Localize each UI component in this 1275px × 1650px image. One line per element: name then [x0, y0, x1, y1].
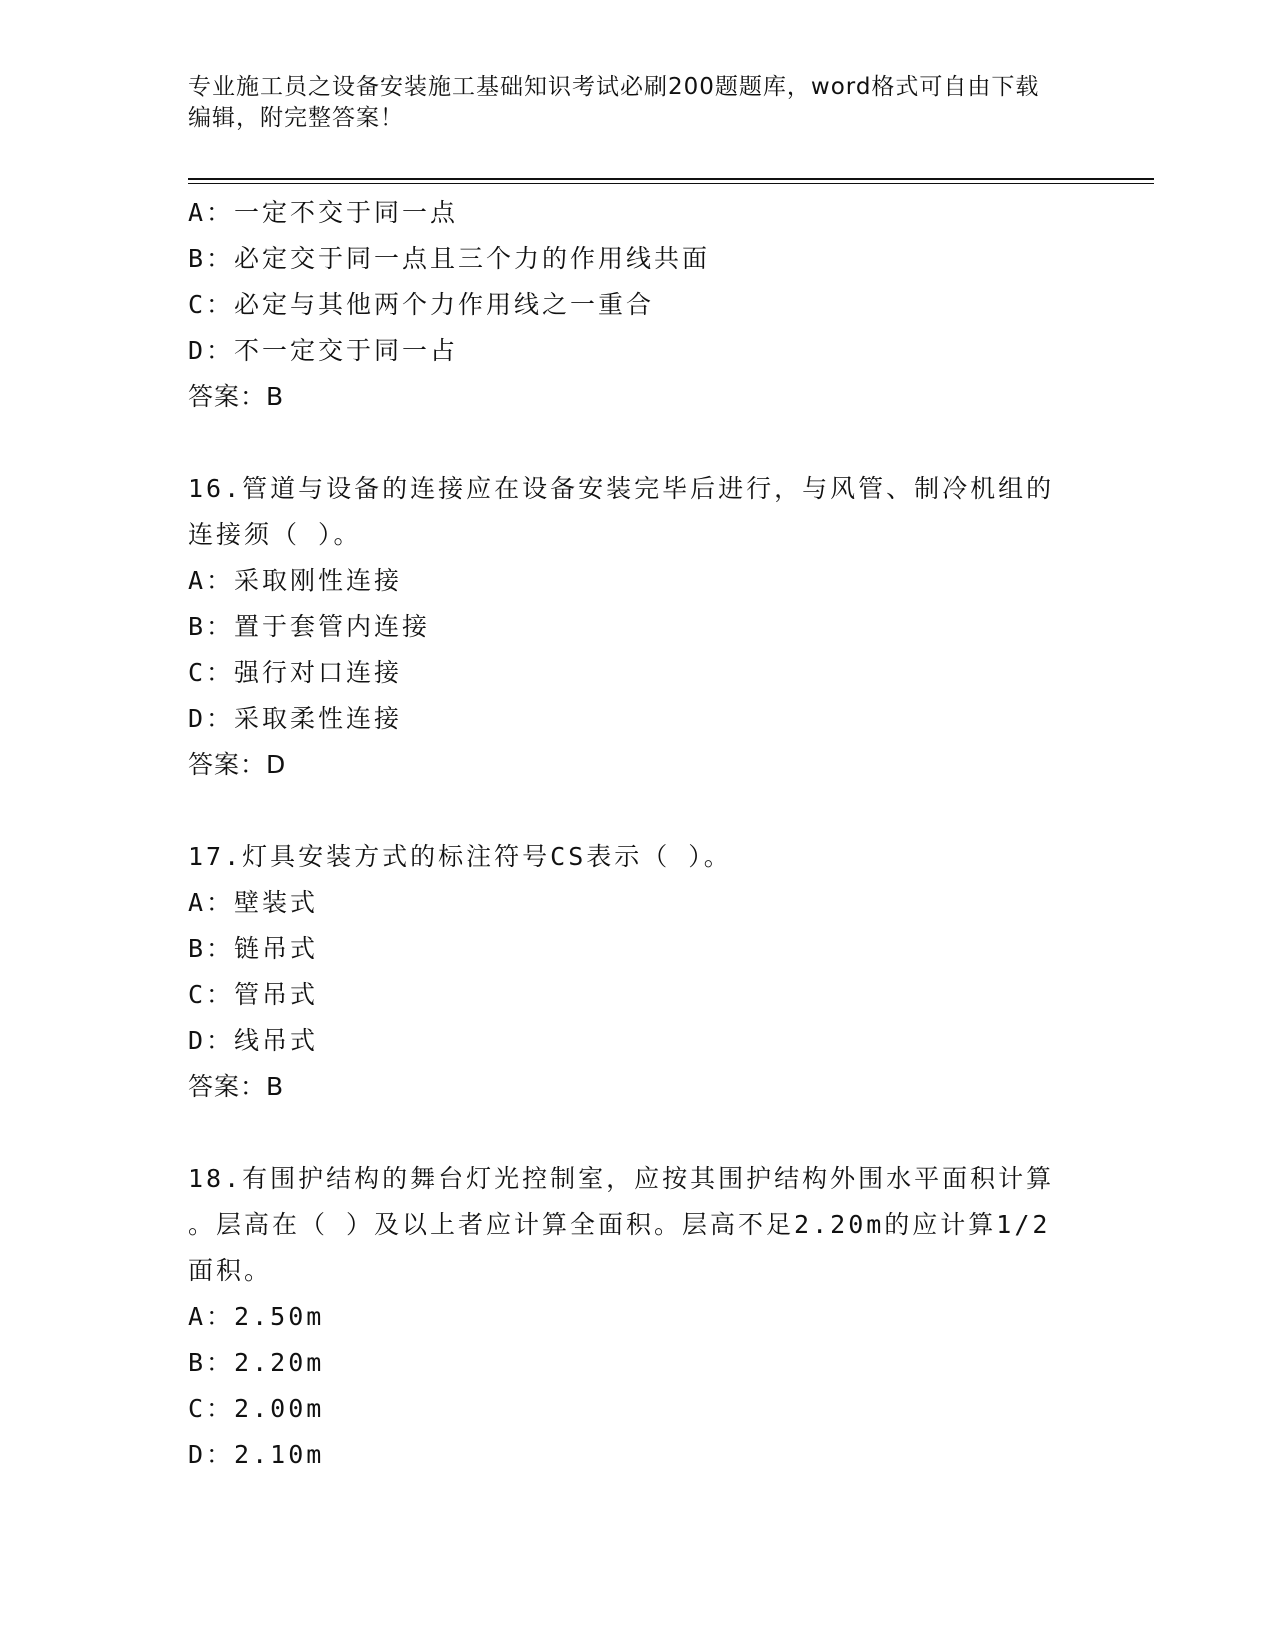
question-16 [188, 466, 1088, 788]
question-text-line-2: 。层高在（ ）及以上者应计算全面积。层高不足2.20m的应计算1/2 [188, 1210, 1051, 1239]
spacer [188, 420, 1088, 466]
header-divider-thick [188, 178, 1154, 180]
header-line-2: 编辑，附完整答案！ [188, 105, 404, 131]
option-b: B：必定交于同一点且三个力的作用线共面 [188, 244, 711, 273]
option-b: B：置于套管内连接 [188, 612, 431, 641]
option-a: A：一定不交于同一点 [188, 198, 459, 227]
option-d: D：不一定交于同一占 [188, 336, 459, 365]
header-line-1: 专业施工员之设备安装施工基础知识考试必刷200题题库，word格式可自由下载 [188, 74, 1040, 100]
spacer [188, 1110, 1088, 1156]
option-d: D：采取柔性连接 [188, 704, 403, 733]
option-c: C：管吊式 [188, 980, 319, 1009]
spacer [188, 788, 1088, 834]
option-a: A：采取刚性连接 [188, 566, 403, 595]
option-d: D：2.10m [188, 1440, 325, 1469]
question-list [188, 190, 1088, 1478]
option-b: B：链吊式 [188, 934, 319, 963]
question-text-line-1: 18.有围护结构的舞台灯光控制室，应按其围护结构外围水平面积计算 [188, 1164, 1055, 1193]
answer-label: 答案：D [188, 750, 287, 779]
question-text-line-3: 面积。 [188, 1256, 273, 1285]
question-text-line-1: 17.灯具安装方式的标注符号CS表示（ ）。 [188, 842, 732, 871]
question-18 [188, 1156, 1088, 1478]
header-divider-thin [188, 183, 1154, 184]
question-text-line-1: 16.管道与设备的连接应在设备安装完毕后进行，与风管、制冷机组的 [188, 474, 1055, 503]
answer-label: 答案：B [188, 382, 285, 411]
option-c: C：必定与其他两个力作用线之一重合 [188, 290, 655, 319]
answer-label: 答案：B [188, 1072, 285, 1101]
question-text-line-2: 连接须（ ）。 [188, 520, 362, 549]
option-d: D：线吊式 [188, 1026, 319, 1055]
option-c: C：2.00m [188, 1394, 325, 1423]
question-17 [188, 834, 1088, 1110]
option-c: C：强行对口连接 [188, 658, 403, 687]
option-a: A：壁装式 [188, 888, 319, 917]
option-a: A：2.50m [188, 1302, 325, 1331]
document-header [188, 72, 1078, 134]
option-b: B：2.20m [188, 1348, 325, 1377]
question-15 [188, 190, 1088, 420]
